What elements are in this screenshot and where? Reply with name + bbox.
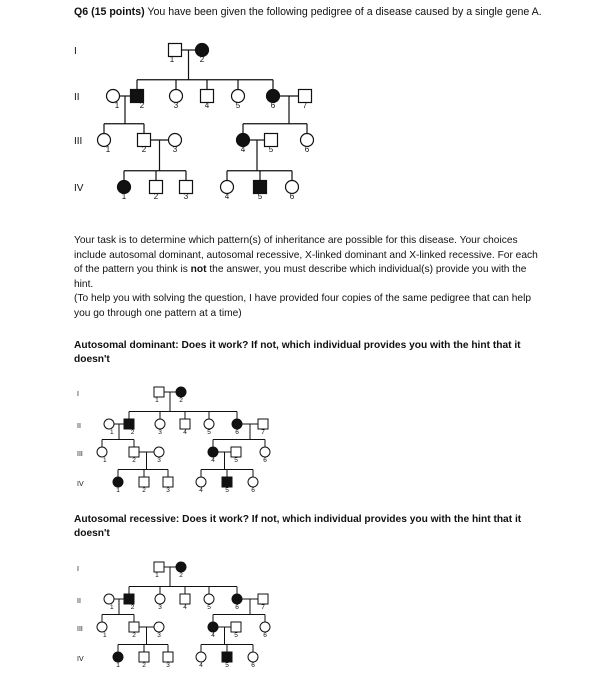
- individual-number: 6: [289, 192, 295, 201]
- individual-number: 3: [183, 192, 189, 201]
- individual-number: 1: [102, 457, 107, 464]
- individual-number: 1: [109, 429, 114, 436]
- individual-number: 1: [116, 662, 120, 669]
- affected-female: [232, 594, 242, 604]
- pedigree-autosomal-recessive: [0, 555, 608, 675]
- individual-number: 1: [155, 572, 159, 579]
- unaffected-male: [154, 387, 164, 397]
- unaffected-female: [196, 477, 206, 487]
- individual-number: 3: [157, 632, 161, 639]
- generation-label: I: [74, 46, 77, 57]
- individual-number: 6: [270, 101, 276, 110]
- affected-female: [113, 652, 123, 662]
- unaffected-female: [154, 447, 164, 457]
- individual-number: 1: [121, 192, 127, 201]
- individual-number: 4: [211, 632, 215, 639]
- pedigree-main: [0, 0, 608, 215]
- task-not: not: [190, 264, 207, 276]
- unaffected-male: [163, 652, 173, 662]
- generation-label: III: [77, 626, 83, 633]
- unaffected-female: [155, 419, 165, 429]
- affected-male: [124, 419, 134, 429]
- autosomal-dominant-title: Autosomal dominant: Does it work? If not, which individual provides you with the hint that it doesn't: [74, 340, 521, 365]
- affected-female: [232, 419, 242, 429]
- individual-number: 5: [234, 632, 238, 639]
- individual-number: 6: [251, 662, 255, 669]
- affected-female: [208, 447, 218, 457]
- individual-number: 2: [179, 572, 183, 579]
- individual-number: 2: [141, 145, 147, 154]
- unaffected-female: [260, 622, 270, 632]
- generation-label: II: [77, 598, 81, 605]
- unaffected-male: [129, 447, 139, 457]
- affected-female: [208, 622, 218, 632]
- individual-number: 5: [225, 487, 229, 494]
- individual-number: 2: [139, 101, 145, 110]
- unaffected-male: [231, 447, 241, 457]
- individual-number: 5: [268, 145, 274, 154]
- unaffected-female: [248, 652, 258, 662]
- affected-male: [222, 652, 232, 662]
- individual-number: 3: [166, 487, 170, 494]
- individual-number: 4: [183, 604, 187, 611]
- unaffected-female: [97, 447, 107, 457]
- individual-number: 6: [251, 487, 255, 494]
- unaffected-female: [260, 447, 270, 457]
- individual-number: 1: [102, 632, 107, 639]
- individual-number: 3: [158, 604, 162, 611]
- individual-number: 2: [142, 487, 146, 494]
- individual-number: 2: [199, 55, 205, 64]
- individual-number: 5: [225, 662, 229, 669]
- unaffected-female: [97, 622, 107, 632]
- generation-label: I: [77, 391, 79, 398]
- generation-label: IV: [74, 183, 84, 194]
- unaffected-female: [104, 594, 114, 604]
- individual-number: 4: [240, 145, 246, 154]
- individual-number: 7: [302, 101, 308, 110]
- unaffected-female: [248, 477, 258, 487]
- individual-number: 1: [116, 487, 120, 494]
- individual-number: 6: [235, 604, 239, 611]
- unaffected-male: [139, 477, 149, 487]
- helper-note: (To help you with solving the question, I have provided four copies of the same pedigree that can help you go through one pattern at a time): [74, 293, 532, 319]
- individual-number: 5: [257, 192, 263, 201]
- unaffected-male: [231, 622, 241, 632]
- generation-label: III: [74, 136, 83, 147]
- individual-number: 4: [199, 487, 203, 494]
- individual-number: 5: [207, 604, 211, 611]
- affected-male: [124, 594, 134, 604]
- question-label: Q6 (15 points): [74, 6, 145, 18]
- individual-number: 2: [179, 397, 183, 404]
- unaffected-male: [139, 652, 149, 662]
- individual-number: 3: [166, 662, 170, 669]
- affected-female: [113, 477, 123, 487]
- individual-number: 6: [304, 145, 310, 154]
- individual-number: 4: [183, 429, 187, 436]
- individual-number: 6: [235, 429, 239, 436]
- affected-female: [176, 387, 186, 397]
- generation-label: I: [77, 566, 79, 573]
- individual-number: 3: [172, 145, 178, 154]
- task-part1: Your task is to determine which pattern(s) of inheritance are possible for this disease. Your choices include autosomal dominant, autosomal recessive, X-linked dominant and X-linked recessive. For each of the pattern you think is: [74, 235, 538, 276]
- generation-label: IV: [77, 481, 84, 488]
- individual-number: 1: [155, 397, 159, 404]
- unaffected-female: [154, 622, 164, 632]
- individual-number: 7: [261, 429, 265, 436]
- individual-number: 7: [261, 604, 265, 611]
- affected-female: [176, 562, 186, 572]
- task-part2: the answer, you must describe which individual(s) provide you with the hint.: [74, 264, 527, 290]
- task-description: [74, 234, 544, 322]
- unaffected-male: [180, 594, 190, 604]
- individual-number: 2: [132, 632, 136, 639]
- individual-number: 3: [157, 457, 161, 464]
- individual-number: 1: [109, 604, 114, 611]
- generation-label: II: [77, 423, 81, 430]
- individual-number: 3: [158, 429, 162, 436]
- individual-number: 4: [224, 192, 230, 201]
- individual-number: 6: [263, 632, 267, 639]
- individual-number: 2: [142, 662, 146, 669]
- individual-number: 2: [153, 192, 159, 201]
- individual-number: 3: [173, 101, 179, 110]
- autosomal-recessive-title: Autosomal recessive: Does it work? If not, which individual provides you with the hint that it doesn't: [74, 514, 522, 539]
- individual-number: 4: [204, 101, 210, 110]
- individual-number: 1: [169, 55, 175, 64]
- unaffected-male: [258, 419, 268, 429]
- individual-number: 6: [263, 457, 267, 464]
- unaffected-male: [258, 594, 268, 604]
- unaffected-female: [155, 594, 165, 604]
- pedigree-autosomal-dominant: [0, 380, 608, 500]
- unaffected-female: [196, 652, 206, 662]
- unaffected-male: [129, 622, 139, 632]
- unaffected-female: [104, 419, 114, 429]
- unaffected-male: [154, 562, 164, 572]
- individual-number: 2: [132, 457, 136, 464]
- unaffected-male: [163, 477, 173, 487]
- individual-number: 2: [130, 604, 135, 611]
- individual-number: 5: [234, 457, 238, 464]
- individual-number: 4: [199, 662, 203, 669]
- individual-number: 5: [207, 429, 211, 436]
- individual-number: 5: [235, 101, 241, 110]
- unaffected-male: [180, 419, 190, 429]
- generation-label: III: [77, 451, 83, 458]
- individual-number: 2: [130, 429, 135, 436]
- individual-number: 4: [211, 457, 215, 464]
- generation-label: IV: [77, 656, 84, 663]
- unaffected-female: [204, 419, 214, 429]
- unaffected-female: [204, 594, 214, 604]
- task-paragraph: [74, 234, 544, 292]
- affected-male: [222, 477, 232, 487]
- individual-number: 1: [114, 101, 120, 110]
- question-text: You have been given the following pedigree of a disease caused by a single gene A.: [144, 6, 542, 18]
- individual-number: 1: [105, 145, 111, 154]
- generation-label: II: [74, 92, 80, 103]
